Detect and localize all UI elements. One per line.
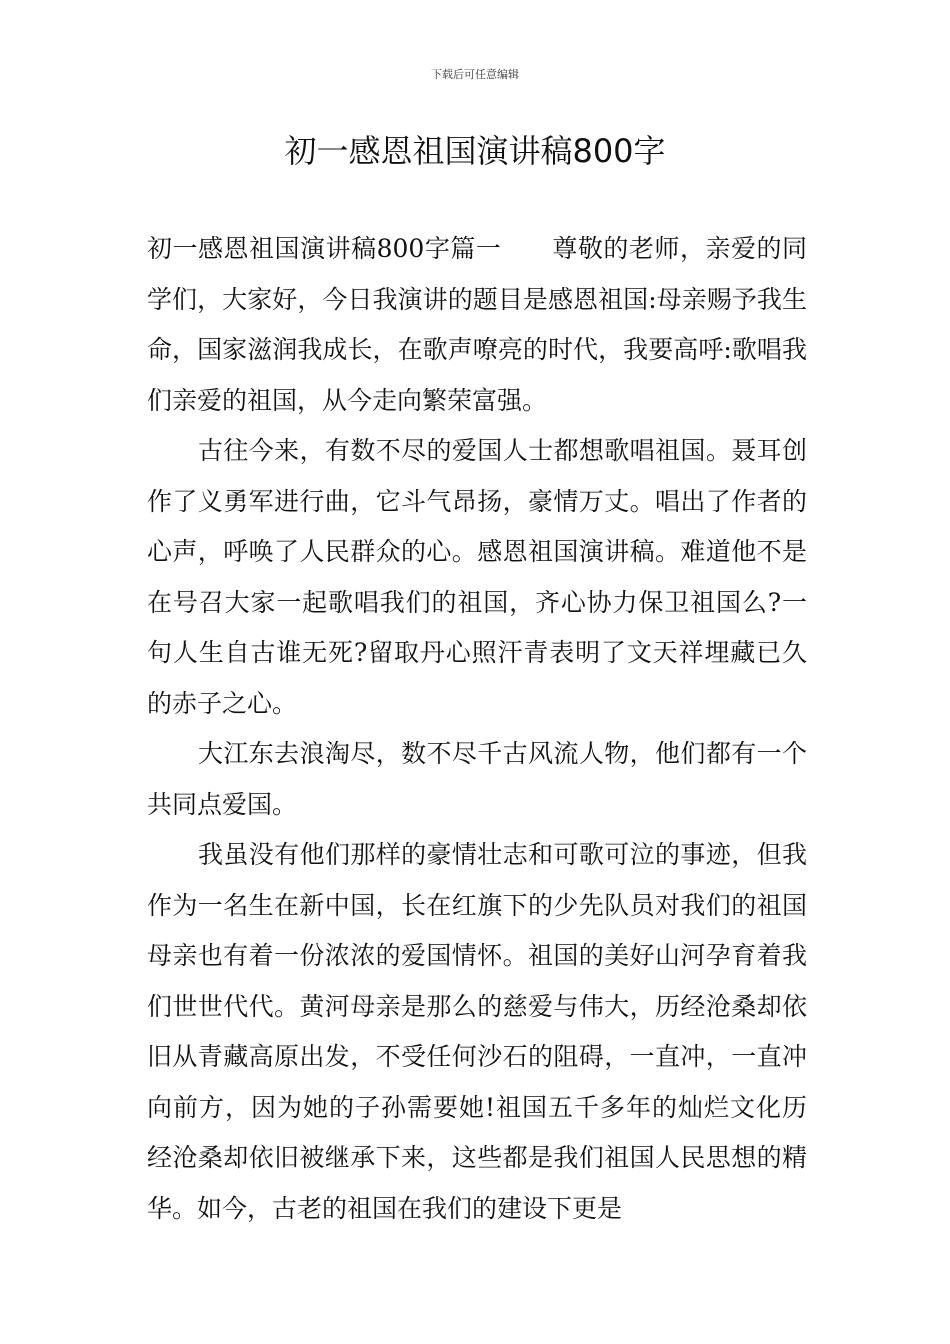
paragraph: 古往今来，有数不尽的爱国人士都想歌唱祖国。聂耳创作了义勇军进行曲，它斗气昂扬，豪情万丈。唱出了作者的心声，呼唤了人民群众的心。感恩祖国演讲稿。难道他不是在号召大家一起歌唱我们的祖国，齐心协力保卫祖国么?一句人生自古谁无死?留取丹心照汗青表明了文天祥埋藏已久的赤子之心。 xyxy=(147,436,807,718)
paragraph: 我虽没有他们那样的豪情壮志和可歌可泣的事迹，但我作为一名生在新中国，长在红旗下的少先队员对我们的祖国母亲也有着一份浓浓的爱国情怀。祖国的美好山河孕育着我们世世代代。黄河母亲是那么的慈爱与伟大，历经沧桑却依旧从青藏高原出发，不受任何沙石的阻碍，一直冲，一直冲向前方，因为她的子孙需要她!祖国五千多年的灿烂文化历经沧桑却依旧被继承下来，这些都是我们祖国人民思想的精华。如今，古老的祖国在我们的建设下更是 xyxy=(147,840,807,1223)
paragraph: 大江东去浪淘尽，数不尽千古风流人物，他们都有一个共同点爱国。 xyxy=(147,739,807,819)
header-note: 下载后可任意编辑 xyxy=(431,68,519,81)
document-body xyxy=(147,224,807,1234)
paragraph: 初一感恩祖国演讲稿800字篇一 尊敬的老师，亲爱的同学们，大家好，今日我演讲的题目是感恩祖国:母亲赐予我生命，国家滋润我成长，在歌声嘹亮的时代，我要高呼:歌唱我们亲爱的祖国，从今走向繁荣富强。 xyxy=(147,234,807,415)
document-title: 初一感恩祖国演讲稿800字 xyxy=(284,132,666,170)
